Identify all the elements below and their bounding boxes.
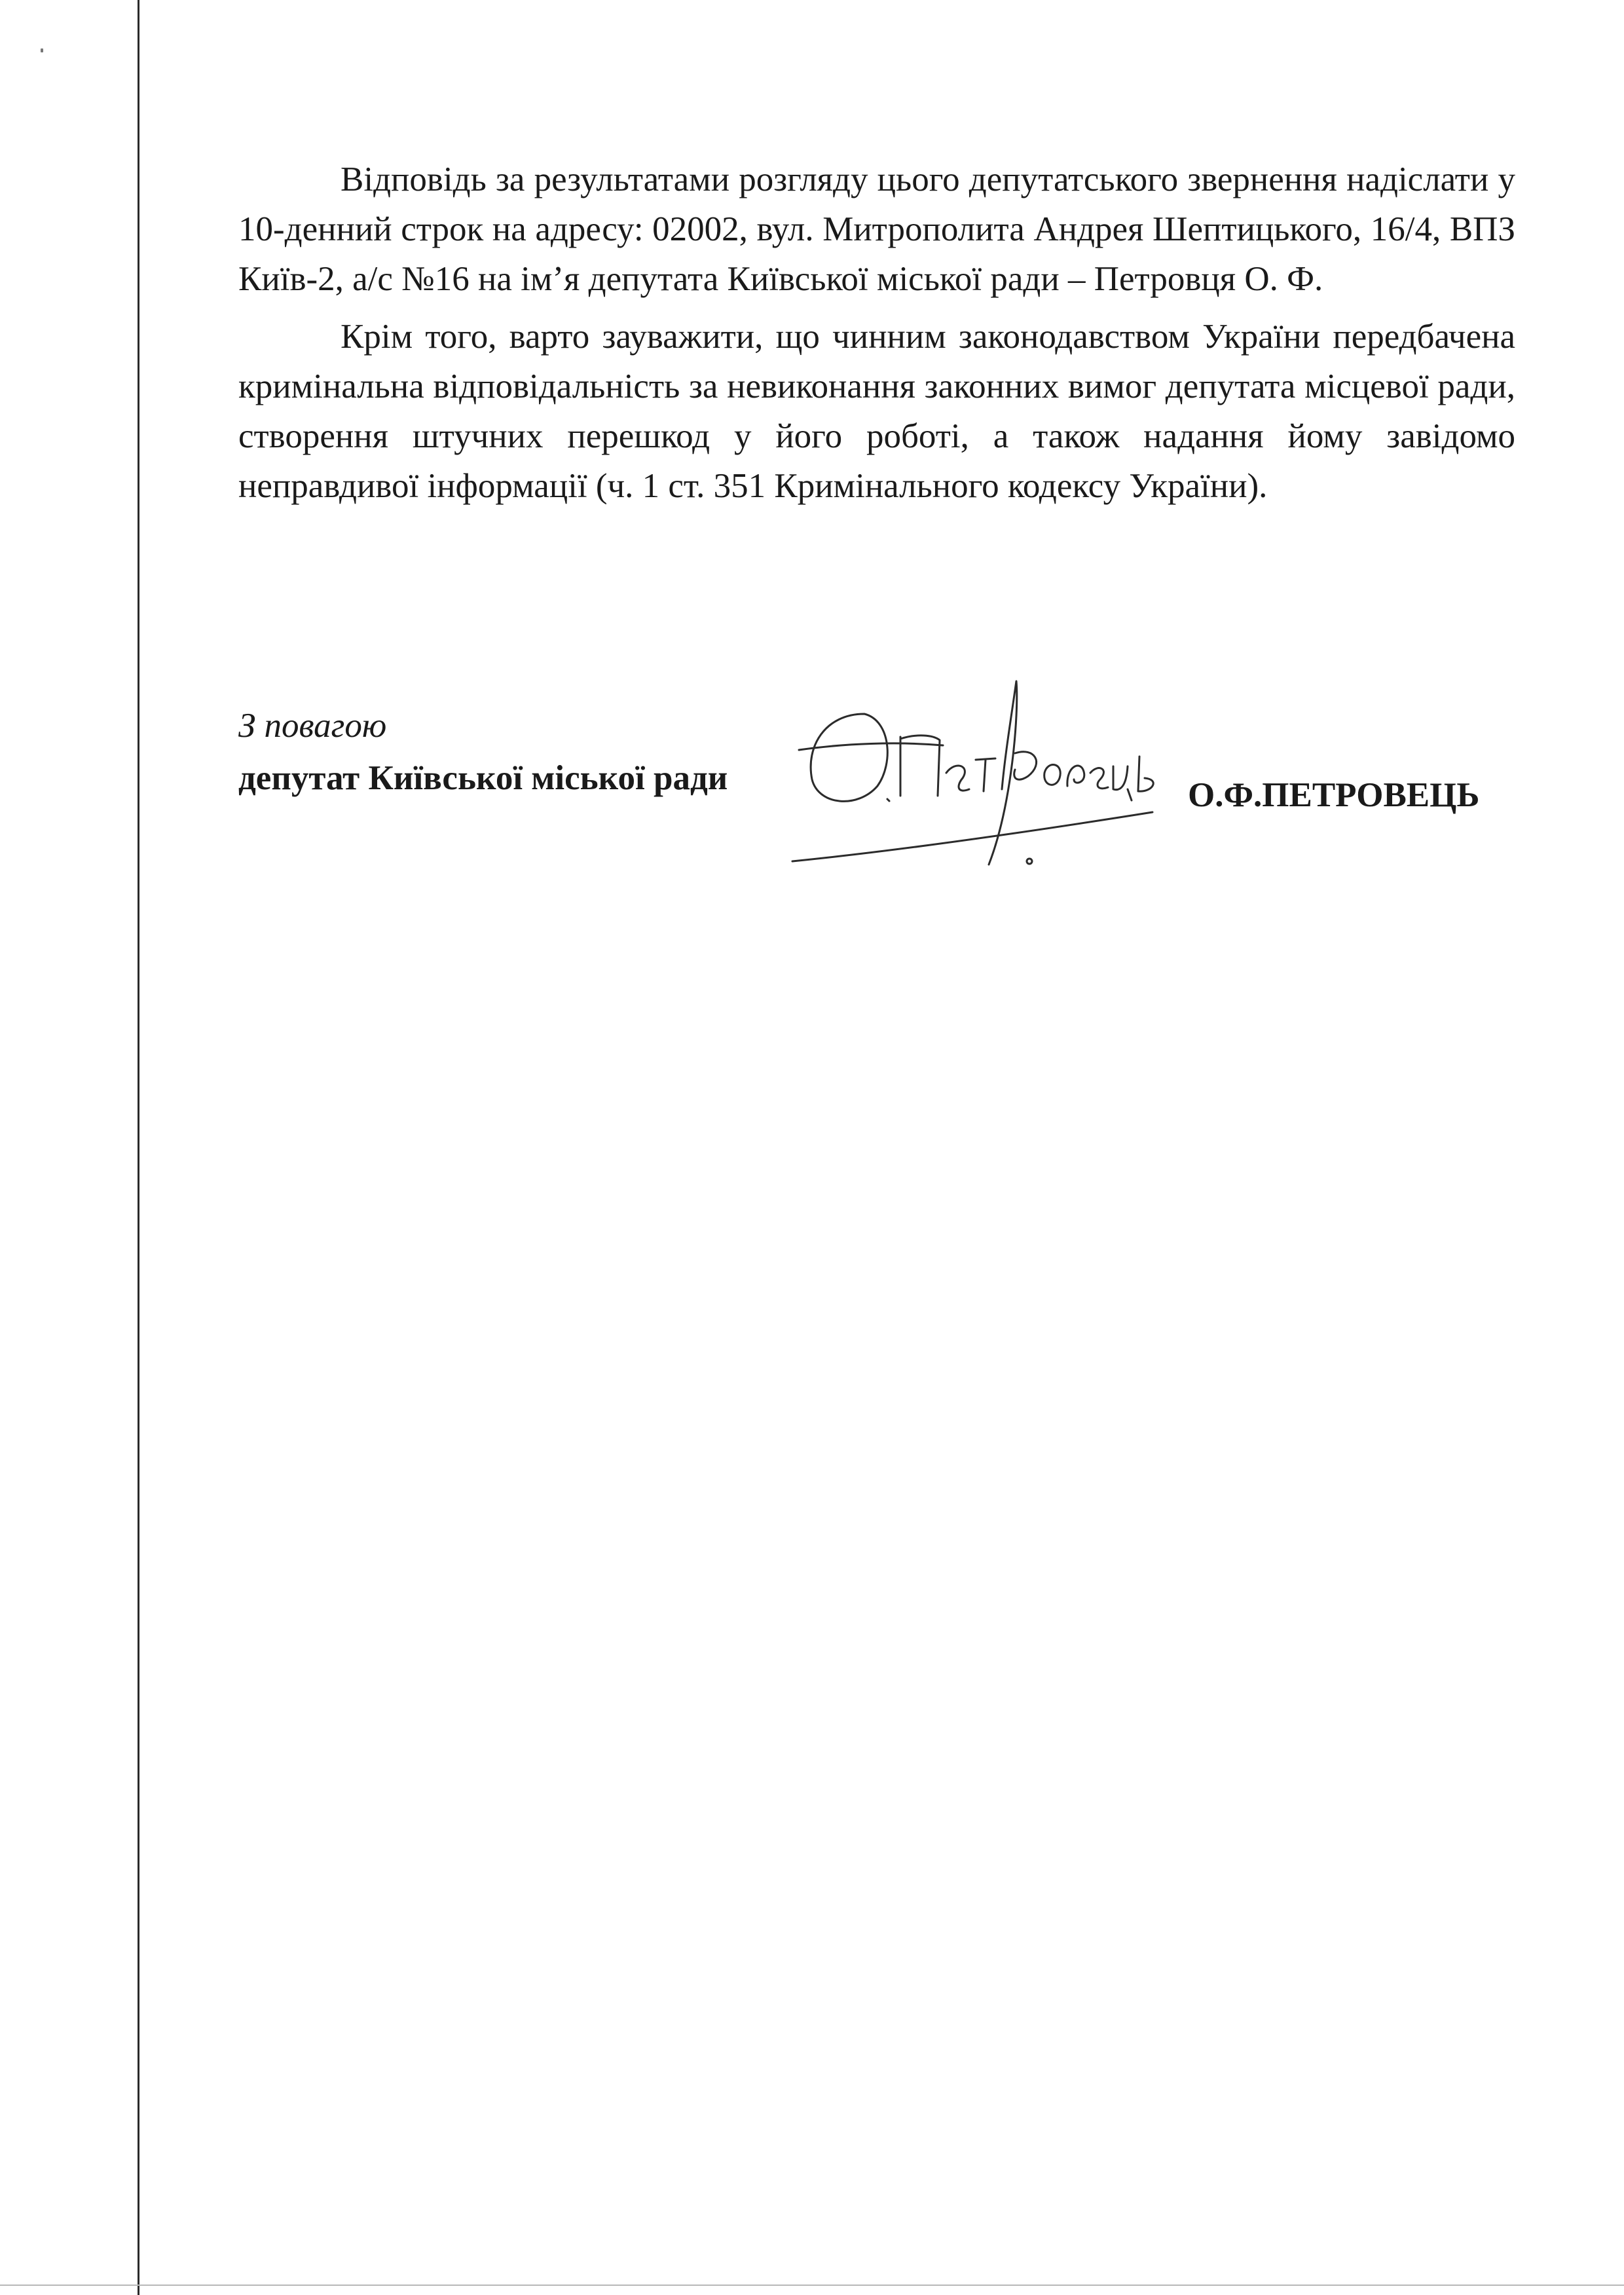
paragraph-criminal-liability: Крім того, варто зауважити, що чинним законодавством України передбачена кримінальна відповідальність за невиконання законних вимог депутата місцевої ради, створення штучних перешкод у його роботі, а також надання йому завідомо неправдивої інформації (ч. 1 ст. 351 Кримінального кодексу України).	[238, 318, 1515, 505]
signatory-title: депутат Київської міської ради	[238, 759, 728, 797]
handwritten-signature	[786, 675, 1192, 891]
closing-phrase: З повагою	[238, 707, 387, 745]
letter-body	[238, 155, 1515, 519]
scan-edge-bottom	[0, 2285, 1624, 2286]
paragraph-response-address: Відповідь за результатами розгляду цього депутатського звернення надіслати у 10-денний строк на адресу: 02002, вул. Митрополита Андрея Шептицького, 16/4, ВПЗ Київ-2, а/с №16 на ім’я депутата Київської міської ради – Петровця О. Ф.	[238, 160, 1515, 298]
scan-edge-left	[138, 0, 139, 2295]
scan-speck	[41, 48, 43, 52]
signatory-name: О.Ф.ПЕТРОВЕЦЬ	[1188, 776, 1480, 814]
